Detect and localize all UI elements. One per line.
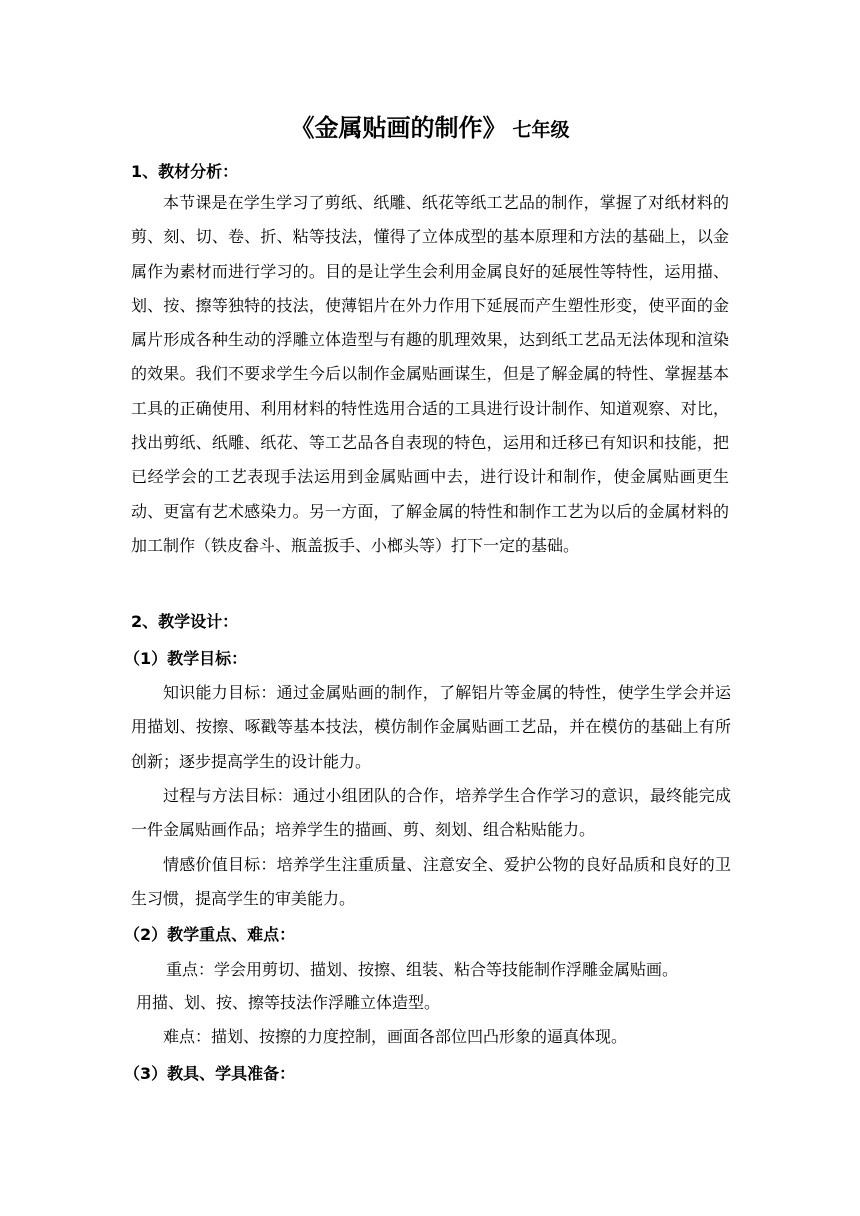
difficult-point-line: 难点：描划、按擦的力度控制，画面各部位凹凸形象的逼真体现。 <box>163 1027 628 1046</box>
paragraph-process-goal: 过程与方法目标：通过小组团队的合作，培养学生合作学习的意识，最终能完成一件金属贴画作品；培养学生的描画、剪、刻划、组合粘贴能力。 <box>131 786 731 840</box>
key-point-line-2: 用描、划、按、擦等技法作浮雕立体造型。 <box>136 993 441 1012</box>
subheading-teaching-tools: （3）教具、学具准备： <box>124 1064 296 1083</box>
title-grade: 七年级 <box>512 119 570 141</box>
key-point-line-1: 重点：学会用剪切、描划、按擦、组装、粘合等技能制作浮雕金属贴画。 <box>166 960 679 979</box>
subheading-key-difficult-points: （2）教学重点、难点： <box>124 925 296 944</box>
paragraph-knowledge-goal: 知识能力目标：通过金属贴画的制作，了解铝片等金属的特性，使学生学会并运用描划、按擦、啄戳等基本技法，模仿制作金属贴画工艺品，并在模仿的基础上有所创新；逐步提高学生的设计能力。 <box>131 683 731 771</box>
section-heading-textbook-analysis: 1、教材分析： <box>131 162 239 181</box>
section-heading-teaching-design: 2、教学设计： <box>131 612 239 631</box>
subheading-teaching-goals: （1）教学目标： <box>124 649 248 668</box>
title-main: 《金属贴画的制作》 <box>290 114 507 142</box>
paragraph-emotion-goal: 情感价值目标：培养学生注重质量、注意安全、爱护公物的良好品质和良好的卫生习惯，提高学生的审美能力。 <box>131 855 731 909</box>
document-title <box>0 110 860 149</box>
paragraph-textbook-analysis: 本节课是在学生学习了剪纸、纸雕、纸花等纸工艺品的制作，掌握了对纸材料的剪、刻、切、卷、折、粘等技法，懂得了立体成型的基本原理和方法的基础上，以金属作为素材而进行学习的。目的是让学生会利用金属良好的延展性等特性，运用描、划、按、擦等独特的技法，使薄铝片在外力作用下延展而产生塑性形变，使平面的金属片形成各种生动的浮雕立体造型与有趣的肌理效果，达到纸工艺品无法体现和渲染的效果。我们不要求学生今后以制作金属贴画谋生，但是了解金属的特性、掌握基本工具的正确使用、利用材料的特性选用合适的工具进行设计制作、知道观察、对比，找出剪纸、纸雕、纸花、等工艺品各自表现的特色，运用和迁移已有知识和技能，把已经学会的工艺表现手法运用到金属贴画中去，进行设计和制作，使金属贴画更生动、更富有艺术感染力。另一方面，了解金属的特性和制作工艺为以后的金属材料的加工制作（铁皮畚斗、瓶盖扳手、小榔头等）打下一定的基础。 <box>131 193 729 555</box>
